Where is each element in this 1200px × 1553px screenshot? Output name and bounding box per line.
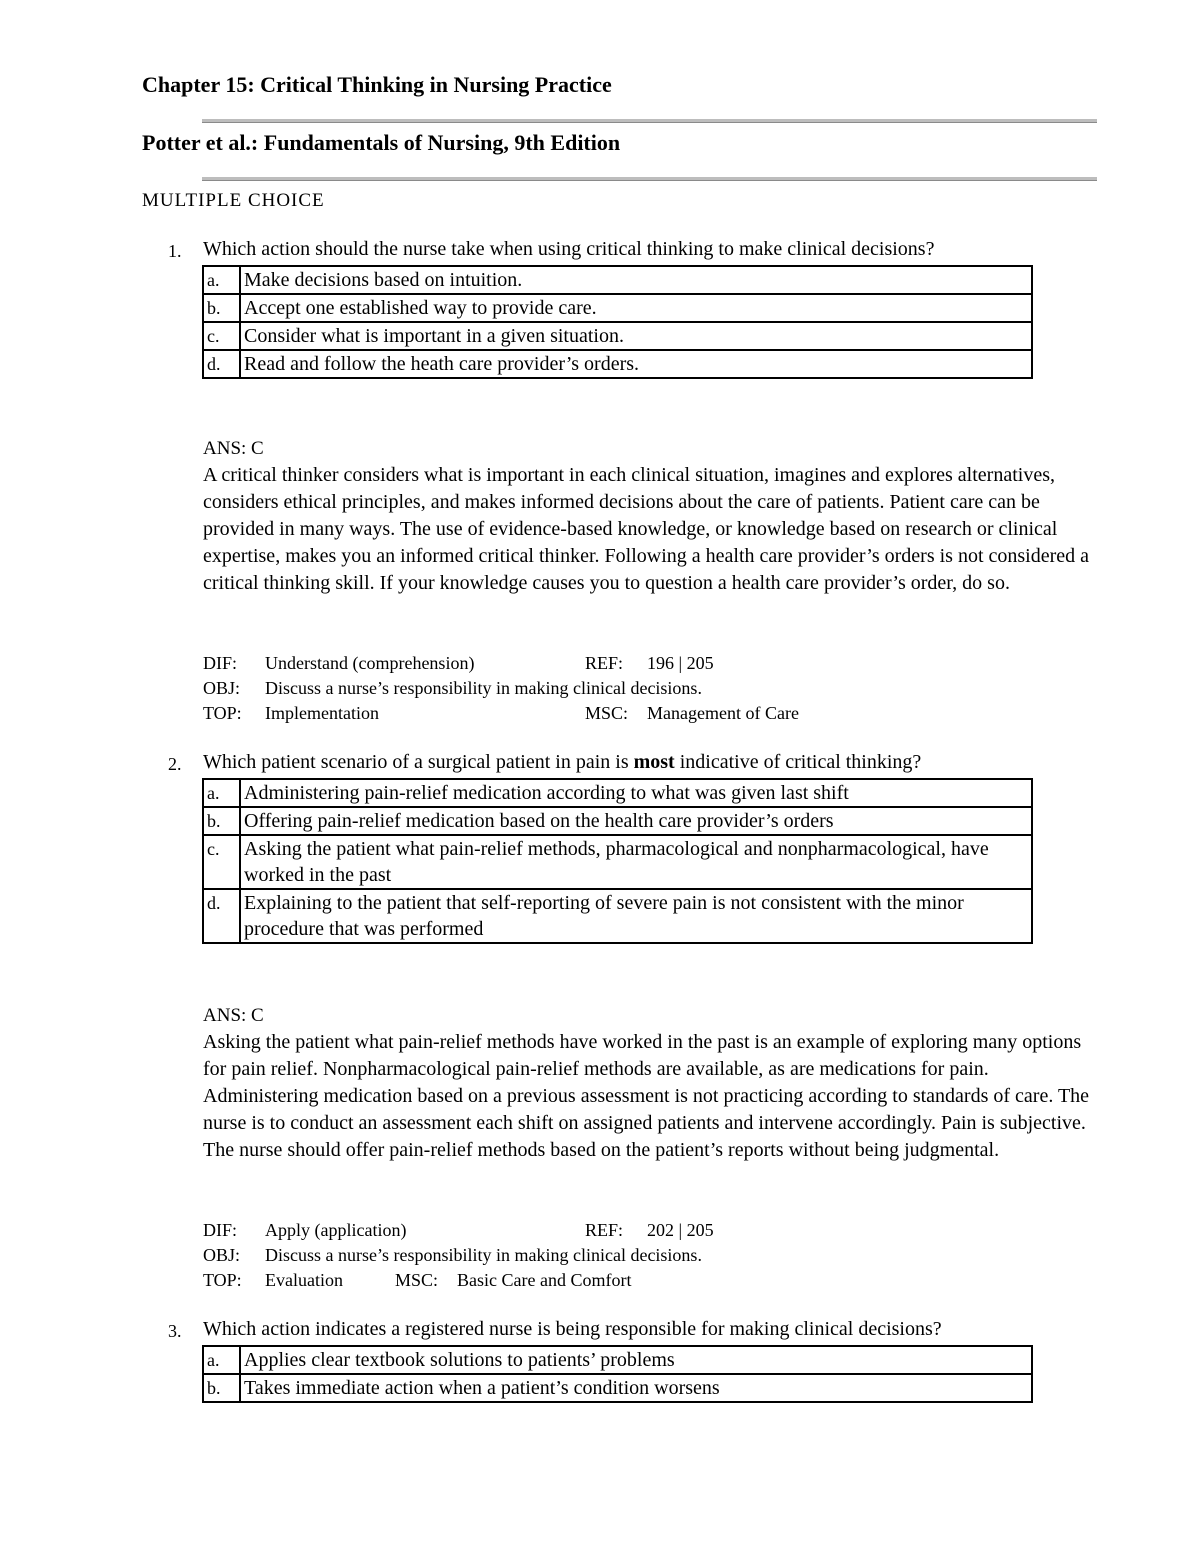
rationale: Asking the patient what pain-relief methods have worked in the past is an example of exploring many options for pain relief. Nonpharmacological pain-relief methods are available, as are medications for pain. Administering medication based on a previous assessment is not practicing according to standards of care. The nurse is to conduct an assessment each shift on assigned patients and intervene accordingly. Pain is subjective. The nurse should offer pain-relief methods based on the patient’s reports without being judgmental.	[203, 1031, 1090, 1161]
choice-row[interactable]	[203, 1346, 1032, 1374]
question-emphasis: most	[633, 751, 675, 773]
answer-key: ANS: C	[203, 1005, 264, 1026]
choice-letter: b.	[203, 807, 240, 835]
choice-text: Read and follow the heath care provider’s orders.	[240, 350, 1032, 378]
answer-key: ANS: C	[203, 438, 264, 459]
question-text: Which action should the nurse take when using critical thinking to make clinical decisions?	[203, 238, 935, 260]
top-label: TOP:	[203, 1270, 242, 1290]
choice-text: Explaining to the patient that self-reporting of severe pain is not consistent with the minor procedure that was performed	[240, 889, 1032, 943]
choice-text: Accept one established way to provide care.	[240, 294, 1032, 322]
top-label: TOP:	[203, 703, 242, 723]
divider	[202, 119, 1097, 123]
choice-row[interactable]	[203, 294, 1032, 322]
dif-label: DIF:	[203, 1220, 238, 1240]
choice-letter: b.	[203, 294, 240, 322]
question-number: 1.	[168, 241, 182, 261]
choices-table	[202, 265, 1033, 379]
choice-text: Offering pain-relief medication based on the health care provider’s orders	[240, 807, 1032, 835]
difficulty: Understand (comprehension)	[265, 653, 475, 673]
choice-letter: a.	[203, 1346, 240, 1374]
section-heading: MULTIPLE CHOICE	[142, 190, 325, 211]
obj-label: OBJ:	[203, 1245, 241, 1265]
chapter-title: Chapter 15: Critical Thinking in Nursing Practice	[142, 72, 612, 97]
question-text	[203, 751, 921, 774]
question-number: 2.	[168, 754, 182, 774]
objective: Discuss a nurse’s responsibility in making clinical decisions.	[265, 678, 702, 698]
choice-row[interactable]	[203, 350, 1032, 378]
choice-letter: c.	[203, 835, 240, 889]
reference-pages: 196 | 205	[647, 653, 714, 673]
choice-text: Make decisions based on intuition.	[240, 266, 1032, 294]
metadata-block	[203, 1218, 714, 1293]
question-text-part: Which patient scenario of a surgical patient in pain is	[203, 751, 634, 773]
choice-letter: c.	[203, 322, 240, 350]
topic: Implementation	[265, 703, 379, 723]
question-number: 3.	[168, 1321, 182, 1341]
choices-table	[202, 778, 1033, 944]
msc-label: MSC:	[395, 1270, 439, 1290]
dif-label: DIF:	[203, 653, 238, 673]
choice-row[interactable]	[203, 322, 1032, 350]
msc-category: Management of Care	[647, 703, 799, 723]
choice-letter: a.	[203, 266, 240, 294]
choice-text: Asking the patient what pain-relief methods, pharmacological and nonpharmacological, have worked in the past	[240, 835, 1032, 889]
book-title: Potter et al.: Fundamentals of Nursing, 9th Edition	[142, 130, 621, 155]
difficulty: Apply (application)	[265, 1220, 407, 1240]
choice-letter: b.	[203, 1374, 240, 1402]
question-text-part: indicative of critical thinking?	[674, 751, 922, 773]
choice-row[interactable]	[203, 779, 1032, 807]
choice-text: Applies clear textbook solutions to patients’ problems	[240, 1346, 1032, 1374]
rationale: A critical thinker considers what is important in each clinical situation, imagines and explores alternatives, considers ethical principles, and makes informed decisions about the care of patients. Patient care can be provided in many ways. The use of evidence-based knowledge, or knowledge based on research or clinical expertise, makes you an informed critical thinker. Following a health care provider’s orders is not considered a critical thinking skill. If your knowledge causes you to question a health care provider’s order, do so.	[203, 464, 1090, 594]
choice-row[interactable]	[203, 889, 1032, 943]
question-text: Which action indicates a registered nurse is being responsible for making clinical decisions?	[203, 1318, 942, 1340]
choice-row[interactable]	[203, 835, 1032, 889]
choice-row[interactable]	[203, 807, 1032, 835]
obj-label: OBJ:	[203, 678, 241, 698]
divider	[202, 177, 1097, 181]
choice-text: Takes immediate action when a patient’s condition worsens	[240, 1374, 1032, 1402]
choice-letter: d.	[203, 889, 240, 943]
choice-text: Consider what is important in a given situation.	[240, 322, 1032, 350]
msc-category: Basic Care and Comfort	[457, 1270, 632, 1290]
choice-text: Administering pain-relief medication according to what was given last shift	[240, 779, 1032, 807]
objective: Discuss a nurse’s responsibility in making clinical decisions.	[265, 1245, 702, 1265]
topic: Evaluation	[265, 1270, 343, 1290]
reference-pages: 202 | 205	[647, 1220, 714, 1240]
choice-row[interactable]	[203, 1374, 1032, 1402]
msc-label: MSC:	[585, 703, 629, 723]
choice-row[interactable]	[203, 266, 1032, 294]
ref-label: REF:	[585, 1220, 624, 1240]
metadata-block	[203, 651, 799, 726]
choices-table	[202, 1345, 1033, 1403]
choice-letter: a.	[203, 779, 240, 807]
choice-letter: d.	[203, 350, 240, 378]
ref-label: REF:	[585, 653, 624, 673]
